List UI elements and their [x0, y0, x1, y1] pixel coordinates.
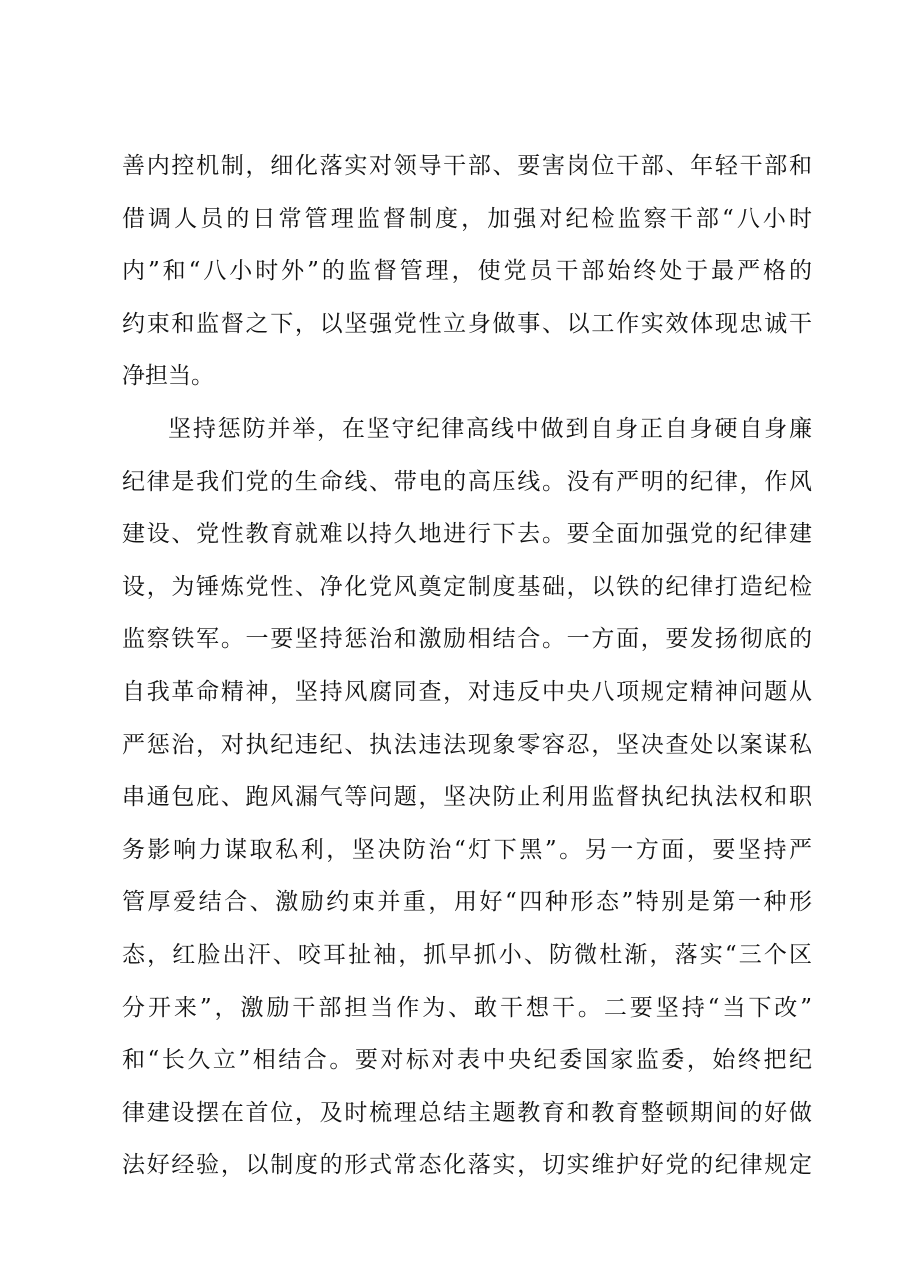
text-line: 管厚爱结合、激励约束并重，用好“四种形态”特别是第一种形: [122, 889, 812, 916]
text-line: 借调人员的日常管理监督制度，加强对纪检监察干部“八小时: [122, 205, 812, 232]
text-line: 坚持惩防并举，在坚守纪律高线中做到自身正自身硬自身廉: [168, 415, 812, 442]
text-line: 内”和“八小时外”的监督管理，使党员干部始终处于最严格的: [122, 258, 812, 285]
text-line: 务影响力谋取私利，坚决防治“灯下黑”。另一方面，要坚持严: [122, 836, 812, 863]
paragraph-1: [122, 140, 812, 403]
text-line: 律建设摆在首位，及时梳理总结主题教育和教育整顿期间的好做: [122, 1099, 812, 1126]
text-line: 自我革命精神，坚持风腐同查，对违反中央八项规定精神问题从: [122, 678, 812, 705]
paragraph-2: [122, 403, 812, 1192]
text-line: 和“长久立”相结合。要对标对表中央纪委国家监委，始终把纪: [122, 1047, 812, 1074]
text-line: 串通包庇、跑风漏气等问题，坚决防止利用监督执纪执法权和职: [122, 784, 812, 811]
text-line: 善内控机制，细化落实对领导干部、要害岗位干部、年轻干部和: [122, 153, 812, 179]
document-body: [122, 140, 812, 1192]
text-line: 态，红脸出汗、咬耳扯袖，抓早抓小、防微杜渐，落实“三个区: [122, 941, 812, 968]
text-line: 约束和监督之下，以坚强党性立身做事、以工作实效体现忠诚干: [122, 310, 812, 337]
text-line: 严惩治，对执纪违纪、执法违法现象零容忍，坚决查处以案谋私: [122, 731, 812, 758]
text-line: 监察铁军。一要坚持惩治和激励相结合。一方面，要发扬彻底的: [122, 626, 812, 653]
text-line: 净担当。: [122, 363, 214, 390]
text-line: 分开来”，激励干部担当作为、敢干想干。二要坚持“当下改”: [122, 994, 812, 1021]
text-line: 建设、党性教育就难以持久地进行下去。要全面加强党的纪律建: [122, 521, 812, 548]
text-line: 纪律是我们党的生命线、带电的高压线。没有严明的纪律，作风: [122, 468, 812, 495]
text-line: 法好经验，以制度的形式常态化落实，切实维护好党的纪律规定: [122, 1152, 812, 1179]
text-line: 设，为锤炼党性、净化党风奠定制度基础，以铁的纪律打造纪检: [122, 573, 812, 600]
